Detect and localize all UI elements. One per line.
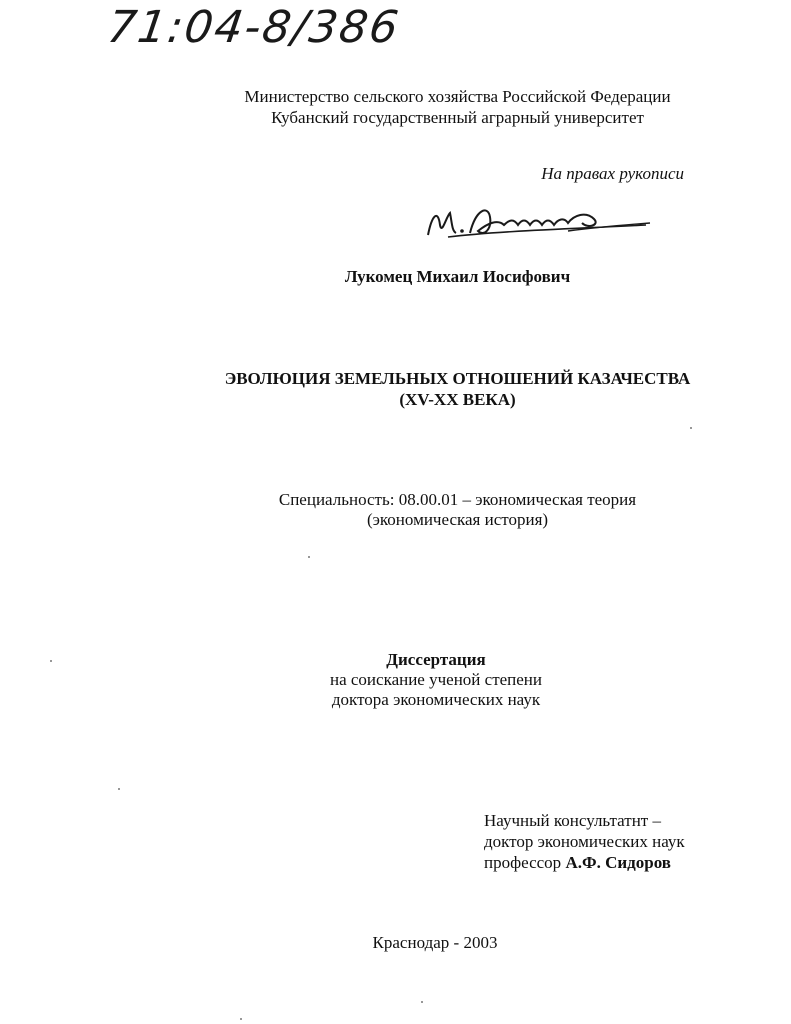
consultant-degree: доктор экономических наук [484,832,685,851]
scan-speck [118,788,120,790]
author-name: Лукомец Михаил Иосифович [344,267,571,286]
speciality-subline: (экономическая история) [366,510,549,529]
title-subline: (XV-XX ВЕКА) [399,390,516,409]
scan-speck [690,427,692,429]
speciality-line: Специальность: 08.00.01 – экономическая теория [278,490,637,509]
dissertation-block [200,650,672,710]
scan-speck [50,660,52,662]
university-line: Кубанский государственный аграрный университет [271,108,644,127]
ministry-line: Министерство сельского хозяйства Российской Федерации [244,87,671,106]
scan-speck [240,1018,242,1020]
speciality-block [200,490,715,530]
scientific-consultant [484,810,685,873]
title-line: ЭВОЛЮЦИЯ ЗЕМЕЛЬНЫХ ОТНОШЕНИЙ КАЗАЧЕСТВА [224,369,691,388]
dissertation-degree-line-2: доктора экономических наук [331,690,541,709]
scan-speck [421,1001,423,1003]
consultant-role: Научный консультатнт – [484,811,661,830]
handwritten-archive-code: 71:04-8/386 [104,2,404,53]
consultant-name-line [484,852,685,873]
dissertation-title [150,368,765,410]
consultant-title: профессор [484,853,562,872]
dissertation-degree-line: на соискание ученой степени [329,670,543,689]
handwritten-signature [418,195,658,247]
manuscript-rights: На правах рукописи [541,164,684,183]
scan-speck [308,556,310,558]
ministry-header [200,86,715,128]
city-year: Краснодар - 2003 [372,933,498,952]
dissertation-label: Диссертация [386,650,486,669]
consultant-name: А.Ф. Сидоров [565,853,671,872]
